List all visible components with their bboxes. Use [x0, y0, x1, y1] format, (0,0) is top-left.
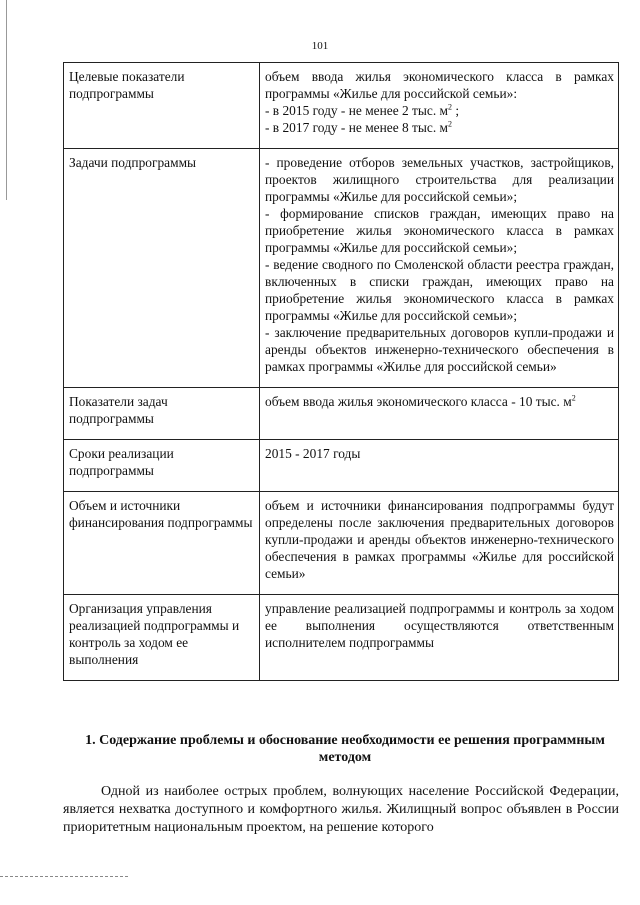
task-item: - заключение предварительных договоров купли-продажи и аренды объектов инженерно-технического обеспечения в рамках программы «Жилье для российской семьи»: [265, 325, 614, 374]
task-item: - формирование списков граждан, имеющих право на приобретение жилья экономического класса в рамках программы «Жилье для российской семьи»;: [265, 206, 614, 255]
row-value: объем и источники финансирования подпрограммы будут определены после заключения предварительных договоров купли-продажи и аренды объектов инженерно-технического обеспечения в рамках программы «Жилье для российской семьи»: [260, 492, 619, 595]
row-value: [260, 149, 619, 388]
body-paragraph: Одной из наиболее острых проблем, волнующих население Российской Федерации, является нехватка доступного и комфортного жилья. Жилищный вопрос объявлен в России приоритетным национальным проектом, на решение которого: [63, 784, 619, 835]
row-label: Задачи подпрограммы: [64, 149, 260, 388]
row-label: Целевые показатели подпрограммы: [64, 63, 260, 149]
superscript: 2: [448, 102, 453, 112]
row-label: Организация управления реализацией подпрограммы и контроль за ходом ее выполнения: [64, 595, 260, 681]
section-heading: 1. Содержание проблемы и обоснование необходимости ее решения программным методом: [85, 733, 605, 765]
subprogram-passport-table: [63, 62, 619, 681]
superscript: 2: [571, 393, 576, 403]
value-line: объем ввода жилья экономического класса в рамках программы «Жилье для российской семьи»:: [265, 69, 614, 101]
page-number: 101: [311, 40, 329, 52]
table-row: [64, 388, 619, 440]
row-value: [260, 63, 619, 149]
row-label: Сроки реализации подпрограммы: [64, 440, 260, 492]
row-value: 2015 - 2017 годы: [260, 440, 619, 492]
row-value: управление реализацией подпрограммы и контроль за ходом ее выполнения осуществляются ответственным исполнителем подпрограммы: [260, 595, 619, 681]
row-value: [260, 388, 619, 440]
footer-dashed-line: [0, 876, 128, 878]
value-line-2017: - в 2017 году - не менее 8 тыс. $м^2$: [265, 119, 453, 135]
table-row: [64, 492, 619, 595]
table-row: [64, 440, 619, 492]
row-label: Объем и источники финансирования подпрограммы: [64, 492, 260, 595]
scan-edge-mark: [6, 0, 7, 200]
table-row: [64, 149, 619, 388]
value-line-2015: - в 2015 году - не менее 2 тыс. $м^2$ ;: [265, 102, 460, 118]
superscript: 2: [448, 119, 453, 129]
task-item: - проведение отборов земельных участков, застройщиков, проектов жилищного строительства для реализации программы «Жилье для российской семьи»;: [265, 155, 614, 204]
table-row: [64, 63, 619, 149]
table-row: [64, 595, 619, 681]
value-line: объем ввода жилья экономического класса - 10 тыс. м: [265, 394, 572, 409]
row-label: Показатели задач подпрограммы: [64, 388, 260, 440]
task-item: - ведение сводного по Смоленской области реестра граждан, включенных в списки граждан, имеющих право на приобретение жилья экономического класса в рамках программы «Жилье для российской семьи»;: [265, 257, 614, 323]
